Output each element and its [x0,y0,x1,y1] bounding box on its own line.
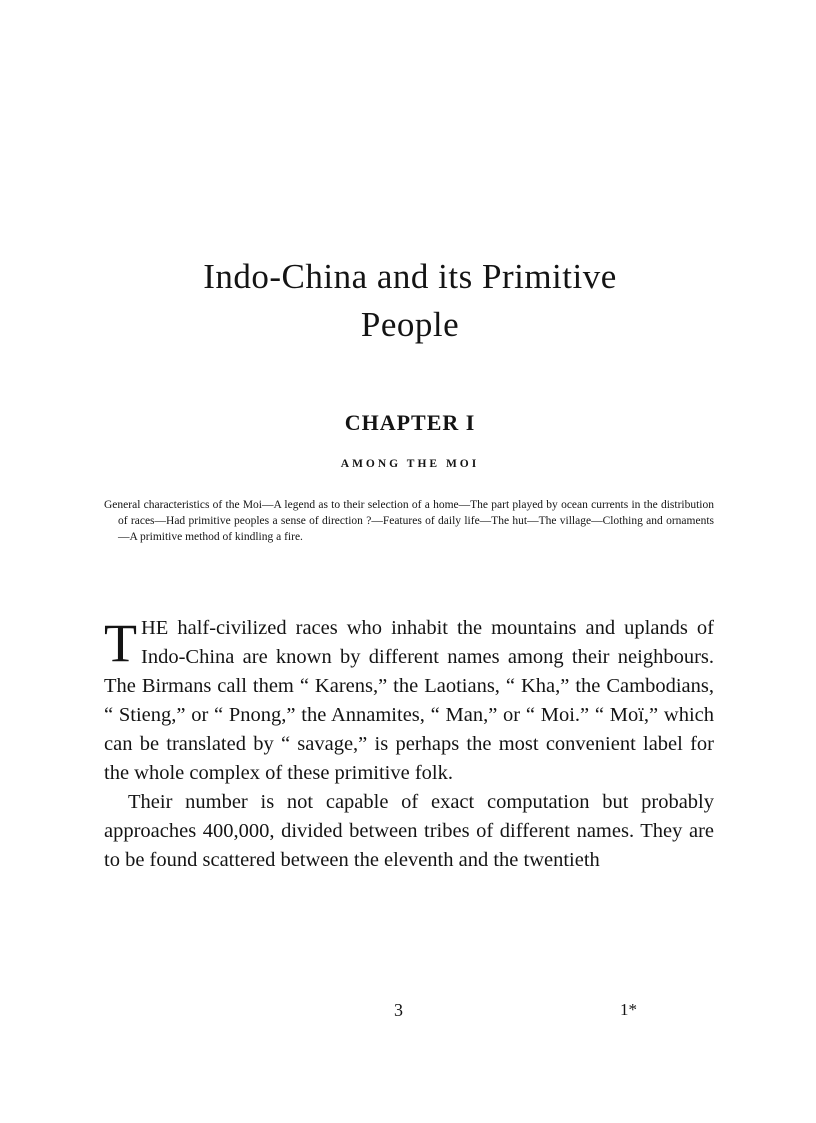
paragraph-1 [104,614,714,788]
paragraph-2: Their number is not capable of exact computation but probably approaches 400,000, divided between tribes of different names. They are to be found scattered between the eleventh and the twentieth [104,791,714,871]
chapter-synopsis: General characteristics of the Moi—A legend as to their selection of a home—The part played by ocean currents in the distribution of races—Had primitive peoples a sense of direction ?—Features of daily life—The hut—The village—Clothing and ornaments—A primitive method of kindling a fire. [104,499,714,543]
book-title-line-2: People [360,305,460,344]
book-title-line-1: Indo-China and its Primitive [203,257,617,296]
signature-mark: 1* [620,1000,637,1019]
paragraph-1-text: HE half-civilized races who inhabit the mountains and uplands of Indo-China are known by different names among their neighbours. The Birmans call them “ Karens,” the Laotians, “ Kha,” the Cambodians, “ Stieng,” or “ Pnong,” the Annamites, “ Man,” or “ Moi.” “ Moï,” which can be translated by “ savage,” is perhaps the most convenient label for the whole complex of these primitive folk. [104,617,714,784]
body-text [104,614,714,875]
page-number: 3 [394,1000,403,1020]
book-title [100,253,720,349]
chapter-number: CHAPTER I [344,410,476,435]
drop-cap: T [104,613,137,673]
chapter-title: AMONG THE MOI [340,458,480,470]
